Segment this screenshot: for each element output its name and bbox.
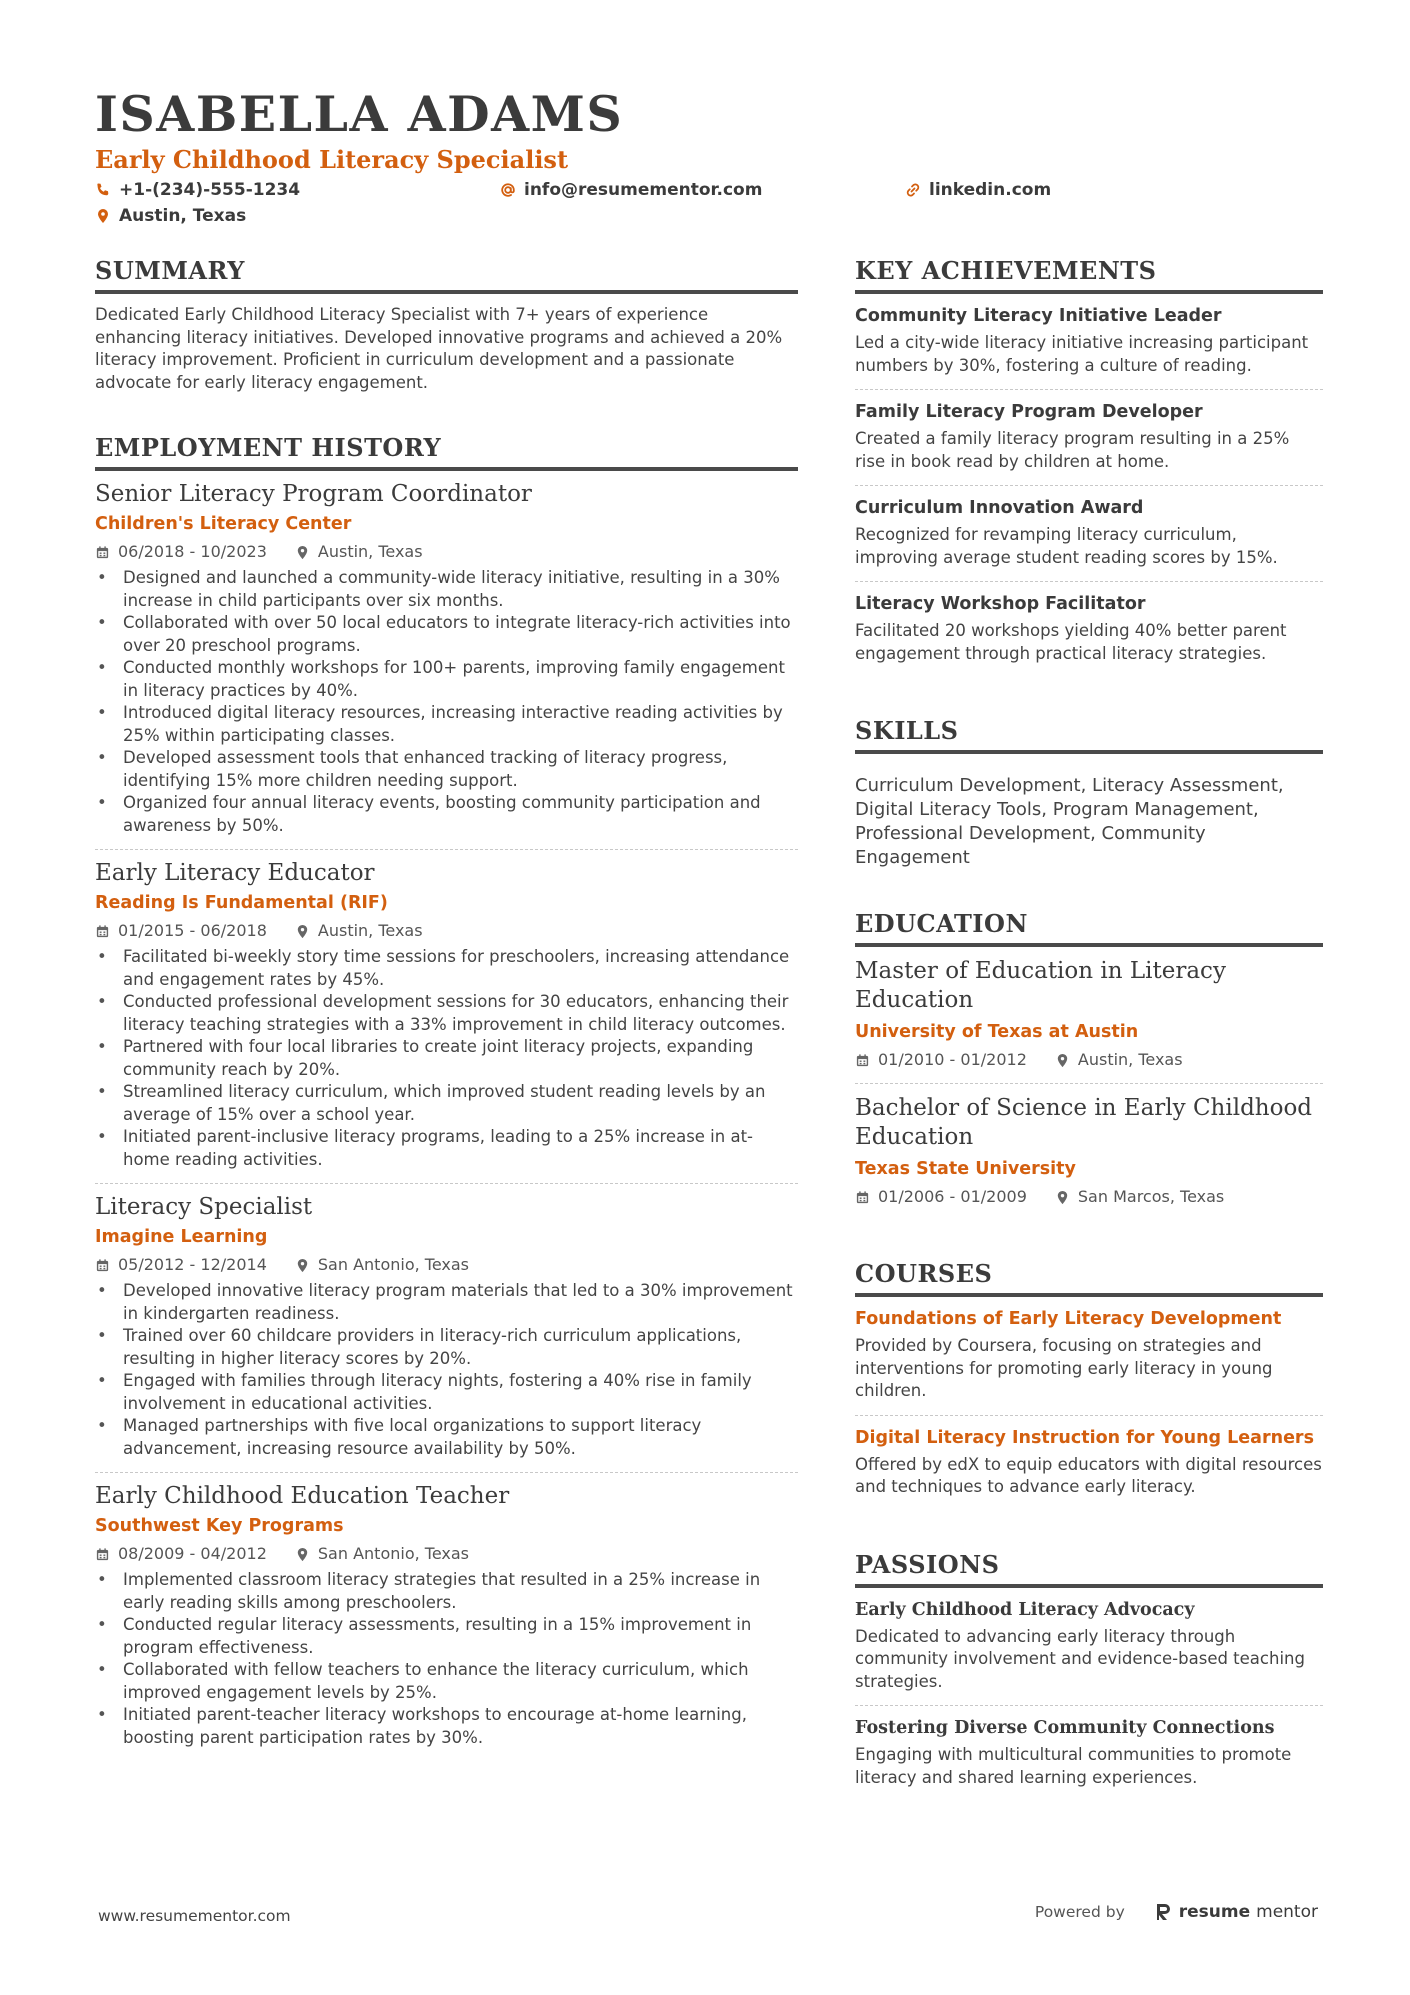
resumementor-logo-icon (1155, 1902, 1173, 1922)
job-bullet: • Initiated parent-inclusive literacy programs, leading to a 25% increase in at-home reading activities. (95, 1126, 798, 1171)
brand-logo[interactable] (1155, 1902, 1318, 1922)
job-dates-text: 06/2018 - 10/2023 (118, 542, 267, 561)
education-degree: Master of Education in Literacy Education (855, 958, 1226, 1013)
achievement-title: Curriculum Innovation Award (855, 498, 1144, 518)
skills-heading: SKILLS (855, 715, 1323, 754)
job-title: Literacy Specialist (95, 1194, 313, 1220)
contact-info (95, 180, 1325, 234)
passion-title: Fostering Diverse Community Connections (855, 1718, 1275, 1738)
job-dates-text: 01/2015 - 06/2018 (118, 921, 267, 940)
job-bullets (95, 1280, 798, 1460)
company-name: Reading Is Fundamental (RIF) (95, 893, 388, 913)
job-dates-text: 08/2009 - 04/2012 (118, 1544, 267, 1563)
education-meta (855, 1049, 1323, 1071)
education-dates (855, 1049, 1027, 1071)
at-icon (500, 182, 516, 198)
calendar-icon (855, 1053, 870, 1068)
linkedin-contact[interactable] (905, 180, 1051, 200)
map-pin-icon (1055, 1190, 1070, 1205)
company-name: Imagine Learning (95, 1227, 268, 1247)
job-bullet: • Collaborated with over 50 local educators to integrate literacy-rich activities into over 20 preschool programs. (95, 612, 798, 657)
map-pin-icon (295, 1547, 310, 1562)
job-bullet: • Conducted monthly workshops for 100+ parents, improving family engagement in literacy practices by 40%. (95, 657, 798, 702)
job-bullet: • Engaged with families through literacy nights, fostering a 40% rise in family involvement in educational activities. (95, 1370, 798, 1415)
job-bullet: • Developed assessment tools that enhanced tracking of literacy progress, identifying 15% more children needing support. (95, 747, 798, 792)
achievements-heading: KEY ACHIEVEMENTS (855, 255, 1323, 294)
passion-item (855, 1706, 1323, 1801)
employment-heading: EMPLOYMENT HISTORY (95, 432, 798, 471)
footer-branding (1035, 1902, 1318, 1922)
calendar-icon (95, 545, 110, 560)
location-contact (95, 206, 246, 226)
right-column (855, 255, 1323, 1839)
course-title: Digital Literacy Instruction for Young Learners (855, 1427, 1314, 1448)
courses-heading: COURSES (855, 1258, 1323, 1297)
course-desc: Offered by edX to equip educators with digital resources and techniques to advance early literacy. (855, 1454, 1322, 1496)
calendar-icon (95, 1547, 110, 1562)
job-bullet: • Trained over 60 childcare providers in literacy-rich curriculum applications, resulting in higher literacy scores by 20%. (95, 1325, 798, 1370)
company-name: Southwest Key Programs (95, 1516, 344, 1536)
job-location (295, 1254, 469, 1276)
location-text: Austin, Texas (119, 206, 247, 226)
job-meta (95, 1254, 798, 1276)
achievement-desc: Facilitated 20 workshops yielding 40% better parent engagement through practical literacy strategies. (855, 621, 1287, 663)
education-location (1055, 1049, 1183, 1071)
job-meta (95, 541, 798, 563)
summary-section (95, 255, 798, 394)
job-bullet: • Introduced digital literacy resources, increasing interactive reading activities by 25% within participating classes. (95, 702, 798, 747)
phone-icon (95, 182, 111, 198)
achievement-desc: Recognized for revamping literacy curriculum, improving average student reading scores by 15%. (855, 525, 1278, 567)
job-bullet: • Developed innovative literacy program materials that led to a 30% improvement in kindergarten readiness. (95, 1280, 798, 1325)
map-pin-icon (95, 208, 111, 224)
job-bullet: • Conducted regular literacy assessments, resulting in a 15% improvement in program effectiveness. (95, 1614, 798, 1659)
email-contact[interactable] (500, 180, 762, 200)
achievement-title: Literacy Workshop Facilitator (855, 594, 1146, 614)
calendar-icon (95, 924, 110, 939)
job-meta (95, 1543, 798, 1565)
calendar-icon (95, 1258, 110, 1273)
job-bullet: • Conducted professional development sessions for 30 educators, enhancing their literacy teaching strategies with a 33% improvement in child literacy outcomes. (95, 991, 798, 1036)
summary-text: Dedicated Early Childhood Literacy Specialist with 7+ years of experience enhancing literacy initiatives. Developed innovative programs and achieved a 20% literacy improvement. Proficient in curriculum development and a passionate advocate for early literacy engagement. (95, 305, 783, 392)
job-bullets (95, 946, 798, 1171)
job-bullet: • Organized four annual literacy events, boosting community participation and awareness by 50%. (95, 792, 798, 837)
job-dates-text: 05/2012 - 12/2014 (118, 1255, 267, 1274)
passions-section (855, 1549, 1323, 1802)
education-item (855, 947, 1323, 1084)
education-location-text: Austin, Texas (1077, 1050, 1183, 1069)
job-dates (95, 1543, 267, 1565)
passion-desc: Dedicated to advancing early literacy through community involvement and evidence-based teaching strategies. (855, 1626, 1305, 1691)
resume-header (95, 84, 1325, 234)
passions-heading: PASSIONS (855, 1549, 1323, 1588)
map-pin-icon (295, 545, 310, 560)
passion-title: Early Childhood Literacy Advocacy (855, 1599, 1195, 1620)
job-location (295, 541, 423, 563)
achievement-title: Community Literacy Initiative Leader (855, 306, 1222, 326)
job-location-text: San Antonio, Texas (317, 1544, 469, 1563)
linkedin-url: linkedin.com (929, 180, 1052, 200)
job-meta (95, 920, 798, 942)
employment-section (95, 432, 798, 1761)
job-location-text: San Antonio, Texas (317, 1255, 469, 1274)
course-desc: Provided by Coursera, focusing on strategies and interventions for promoting early literacy in young children. (855, 1336, 1273, 1400)
map-pin-icon (295, 924, 310, 939)
job-entry (95, 1184, 798, 1473)
skills-text: Curriculum Development, Literacy Assessment, Digital Literacy Tools, Program Management, Professional Development, Community Engagement (855, 775, 1284, 868)
job-bullet: • Implemented classroom literacy strategies that resulted in a 25% increase in early reading skills among preschoolers. (95, 1569, 798, 1614)
job-location-text: Austin, Texas (317, 921, 423, 940)
course-item (855, 1416, 1323, 1511)
achievement-item (855, 582, 1323, 677)
job-entry (95, 1473, 798, 1761)
education-location (1055, 1186, 1224, 1208)
calendar-icon (855, 1190, 870, 1205)
candidate-title: Early Childhood Literacy Specialist (95, 145, 569, 174)
education-heading: EDUCATION (855, 908, 1323, 947)
education-school: University of Texas at Austin (855, 1022, 1139, 1042)
education-location-text: San Marcos, Texas (1077, 1187, 1225, 1206)
brand-name-part1: resume (1178, 1902, 1251, 1922)
job-entry (95, 471, 798, 850)
job-bullets (95, 567, 798, 837)
course-item (855, 1297, 1323, 1416)
summary-heading: SUMMARY (95, 255, 798, 294)
job-title: Early Literacy Educator (95, 860, 375, 886)
map-pin-icon (1055, 1053, 1070, 1068)
achievement-item (855, 390, 1323, 486)
job-entry (95, 850, 798, 1184)
achievements-section (855, 255, 1323, 677)
job-bullet: • Partnered with four local libraries to create joint literacy projects, expanding community reach by 20%. (95, 1036, 798, 1081)
education-dates (855, 1186, 1027, 1208)
job-dates (95, 920, 267, 942)
job-dates (95, 1254, 267, 1276)
achievement-title: Family Literacy Program Developer (855, 402, 1203, 422)
education-dates-text: 01/2006 - 01/2009 (878, 1187, 1027, 1206)
job-location-text: Austin, Texas (317, 542, 423, 561)
job-bullet: • Initiated parent-teacher literacy workshops to encourage at-home learning, boosting parent participation rates by 30%. (95, 1704, 798, 1749)
job-bullet: • Managed partnerships with five local organizations to support literacy advancement, increasing resource availability by 50%. (95, 1415, 798, 1460)
course-title: Foundations of Early Literacy Development (855, 1309, 1282, 1329)
education-section (855, 908, 1323, 1220)
job-bullet: • Facilitated bi-weekly story time sessions for preschoolers, increasing attendance and engagement rates by 45%. (95, 946, 798, 991)
left-column (95, 255, 798, 1799)
job-bullets (95, 1569, 798, 1749)
phone-contact[interactable] (95, 180, 300, 200)
job-bullet: • Collaborated with fellow teachers to enhance the literacy curriculum, which improved engagement levels by 25%. (95, 1659, 798, 1704)
achievement-item (855, 294, 1323, 390)
education-dates-text: 01/2010 - 01/2012 (878, 1050, 1027, 1069)
candidate-name: ISABELLA ADAMS (95, 85, 624, 143)
brand-name-part2: mentor (1256, 1902, 1318, 1922)
job-location (295, 1543, 469, 1565)
achievement-desc: Created a family literacy program resulting in a 25% rise in book read by children at home. (855, 429, 1290, 471)
skills-section (855, 715, 1323, 870)
job-bullet: • Streamlined literacy curriculum, which improved student reading levels by an average of 15% over a school year. (95, 1081, 798, 1126)
passion-item (855, 1588, 1323, 1707)
powered-by-label: Powered by (1034, 1903, 1125, 1921)
map-pin-icon (295, 1258, 310, 1273)
courses-section (855, 1258, 1323, 1511)
job-title: Early Childhood Education Teacher (95, 1483, 510, 1509)
education-item (855, 1084, 1323, 1220)
company-name: Children's Literacy Center (95, 514, 352, 534)
job-location (295, 920, 423, 942)
education-degree: Bachelor of Science in Early Childhood Education (855, 1095, 1313, 1150)
achievement-item (855, 486, 1323, 582)
link-icon (905, 182, 921, 198)
achievement-desc: Led a city-wide literacy initiative increasing participant numbers by 30%, fostering a culture of reading. (855, 333, 1309, 375)
footer-website[interactable]: www.resumementor.com (98, 1907, 291, 1925)
email-address: info@resumementor.com (524, 180, 763, 200)
job-title: Senior Literacy Program Coordinator (95, 481, 532, 507)
job-dates (95, 541, 267, 563)
job-bullet: • Designed and launched a community-wide literacy initiative, resulting in a 30% increase in child participants over six months. (95, 567, 798, 612)
education-school: Texas State University (855, 1159, 1076, 1179)
education-meta (855, 1186, 1323, 1208)
phone-number: +1-(234)-555-1234 (119, 180, 301, 200)
passion-desc: Engaging with multicultural communities to promote literacy and shared learning experiences. (855, 1745, 1292, 1787)
